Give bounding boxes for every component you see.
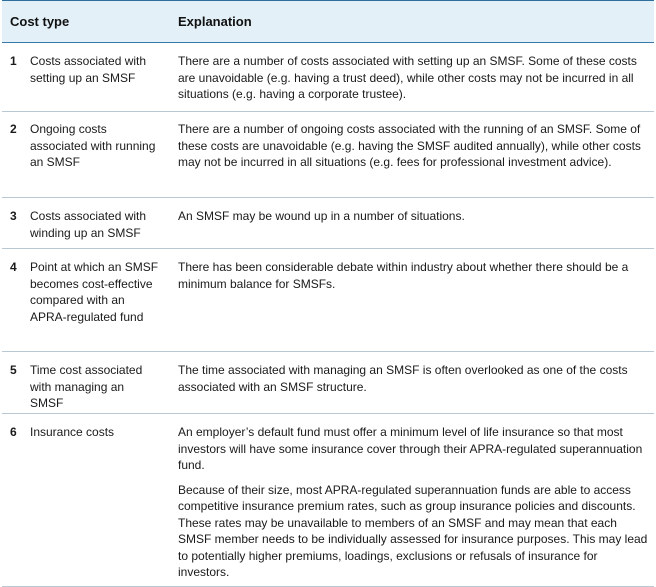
row-cost-type: Ongoing costs associated with running an SMSF — [30, 122, 156, 169]
row-cost-type: Costs associated with setting up an SMSF — [30, 54, 147, 85]
row-number: 1 — [10, 54, 17, 68]
table-row — [2, 352, 654, 414]
cost-table — [2, 0, 654, 587]
row-cost-type: Point at which an SMSF becomes cost-effective compared with an APRA-regulated fund — [30, 260, 159, 324]
table-row — [2, 43, 654, 112]
explanation-paragraph: Because of their size, most APRA-regulated superannuation funds are able to access competitive insurance premium rates, such as group insurance policies and discounts. These rates may be unavailable to members of an SMSF and may mean that each SMSF member needs to be individually assessed for insurance purposes. This may lead to potentially higher premiums, loadings, exclusions or refusals of insurance for investors. — [178, 482, 648, 579]
row-explanation — [178, 53, 648, 103]
row-number: 3 — [10, 209, 17, 223]
table-row — [2, 198, 654, 249]
explanation-paragraph: An employer’s default fund must offer a minimum level of life insurance so that most investors will have some insurance cover through their APRA-regulated superannuation fund. — [178, 425, 643, 472]
table-row — [2, 249, 654, 352]
explanation-paragraph: There has been considerable debate within industry about whether there should be a minimum balance for SMSFs. — [178, 260, 629, 291]
explanation-paragraph: There are a number of costs associated with setting up an SMSF. Some of these costs are unavoidable (e.g. having a trust deed), while other costs may not be incurred in all situations (e.g. having a corporate trustee). — [178, 54, 637, 101]
header-cost-type: Cost type — [10, 14, 70, 29]
explanation-paragraph: There are a number of ongoing costs associated with the running of an SMSF. Some of these costs are unavoidable (e.g. having the SMSF audited annually), while other costs may not be incurred in all situations (e.g. fees for professional investment advice). — [178, 122, 641, 169]
row-number: 2 — [10, 122, 17, 136]
table-header — [2, 0, 654, 43]
row-explanation — [178, 208, 648, 225]
row-explanation — [178, 424, 648, 581]
explanation-paragraph: An SMSF may be wound up in a number of situations. — [178, 209, 465, 223]
row-explanation — [178, 259, 648, 292]
table-row — [2, 112, 654, 198]
row-explanation — [178, 362, 648, 395]
row-cost-type: Insurance costs — [30, 425, 115, 439]
row-number: 6 — [10, 425, 17, 439]
row-cost-type: Costs associated with winding up an SMSF — [30, 209, 147, 240]
explanation-paragraph: The time associated with managing an SMSF is often overlooked as one of the costs associated with an SMSF structure. — [178, 363, 628, 394]
row-cost-type: Time cost associated with managing an SMSF — [30, 363, 143, 410]
row-number: 5 — [10, 363, 17, 377]
header-explanation: Explanation — [178, 14, 252, 29]
row-explanation — [178, 121, 648, 171]
row-number: 4 — [10, 260, 17, 274]
table-row — [2, 414, 654, 587]
